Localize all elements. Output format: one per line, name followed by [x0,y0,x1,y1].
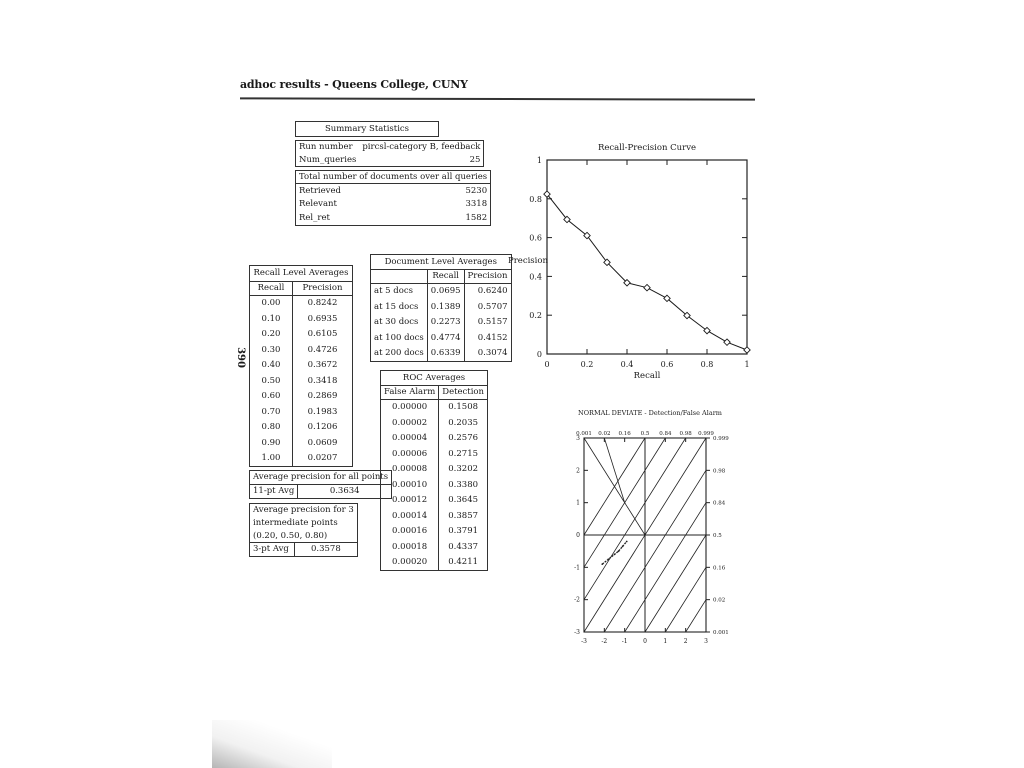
recall-value: 0.50 [261,375,281,386]
rp-plot-frame [547,160,747,354]
detection-value: 0.2576 [439,431,488,447]
page-header-title: adhoc results - Queens College, CUNY [240,78,468,91]
rp-x-tick-label: 0.8 [700,360,714,369]
doc-recall-value: 0.2273 [427,315,464,331]
recall-value: 0.90 [261,437,281,448]
doc-level-row [371,284,512,300]
doc-level-blank-header [371,270,428,284]
precision-value: 0.3418 [293,373,353,389]
nd-top-tick-label: 0.98 [679,431,692,437]
nd-top-tick-label: 0.02 [598,431,611,437]
nd-x-tick-label: 1 [663,638,668,645]
nd-right-tick-label: 0.999 [713,436,729,442]
summary-row-label: Retrieved [299,185,341,196]
recall-level-row [250,311,353,327]
nd-diagonal-line [665,567,706,632]
doc-recall-value: 0.6339 [427,346,464,362]
doc-level-caption: Document Level Averages [384,256,497,267]
doc-level-row [371,346,512,362]
detection-value: 0.4211 [439,555,488,571]
doc-level-row [371,330,512,346]
avg-3pt-caption-1: Average precision for 3 [253,505,354,515]
nd-data-point [626,541,628,543]
nd-y-tick-label: 2 [576,467,580,475]
doc-precision-value: 0.4152 [464,330,511,346]
nd-y-tick-label: -3 [574,629,580,636]
false-alarm-value: 0.00020 [392,556,428,567]
nd-top-tick-label: 0.5 [640,431,650,437]
roc-row [381,446,488,462]
false-alarm-value: 0.00010 [392,479,428,490]
roc-row [381,431,488,447]
roc-row [381,415,488,431]
nd-top-tick-label: 0.84 [659,431,672,437]
summary-statistics [295,121,488,226]
precision-value: 0.1206 [293,420,353,436]
nd-chart-title: NORMAL DEVIATE - Detection/False Alarm [578,409,722,417]
num-queries-label: Num_queries [299,154,357,165]
nd-x-tick-label: -1 [621,638,628,645]
nd-x-tick-label: -2 [601,638,608,645]
nd-x-tick-label: 0 [643,638,647,645]
avg-3pt-label: 3-pt Avg [253,544,289,555]
nd-right-tick-label: 0.16 [713,565,726,572]
false-alarm-value: 0.00012 [392,495,428,505]
rp-x-tick-label: 0 [544,360,550,369]
recall-level-row [250,358,353,374]
recall-col-header: Recall [257,283,285,294]
summary-row [296,198,491,212]
summary-row [296,212,491,226]
recall-value: 0.00 [261,298,281,309]
precision-value: 0.6105 [293,327,353,343]
summary-row-value: 3318 [465,199,488,210]
roc-caption: ROC Averages [402,372,466,383]
nd-data-point [614,554,616,556]
recall-precision-chart [500,152,760,397]
doc-recall-value: 0.0695 [427,284,464,300]
false-alarm-value: 0.00018 [392,541,428,552]
recall-level-averages-table [249,265,353,467]
false-alarm-value: 0.00000 [392,402,428,413]
roc-row [381,477,488,493]
rp-data-point [644,284,650,290]
rp-y-tick-label: 0.2 [529,311,542,321]
rp-chart-title: Recall-Precision Curve [597,143,697,153]
false-alarm-value: 0.00016 [392,526,428,536]
precision-value: 0.0609 [293,435,353,451]
rp-y-tick-label: 0 [536,350,542,359]
average-precision-3pt-table [249,503,358,557]
summary-row-label: Relevant [299,199,337,210]
recall-value: 0.40 [261,360,281,370]
summary-run-table [295,140,484,167]
false-alarm-value: 0.00002 [392,417,428,428]
document-level-averages-table [370,254,512,362]
precision-value: 0.1983 [293,404,353,420]
recall-level-row [250,435,353,451]
doc-precision-col-header: Precision [464,270,511,284]
nd-y-tick-label: 1 [576,499,580,507]
nd-right-tick-label: 0.02 [713,597,726,604]
recall-level-row [250,389,353,405]
nd-top-tick-label: 0.999 [698,431,714,437]
nd-x-tick-label: 2 [683,638,688,645]
recall-level-row [250,420,353,436]
rp-x-axis-label: Recall [633,371,661,381]
doc-cutoff-label: at 100 docs [374,332,424,343]
false-alarm-value: 0.00006 [392,448,428,459]
false-alarm-value: 0.00004 [392,433,428,443]
detection-value: 0.3645 [439,493,488,509]
nd-top-tick-label: 0.16 [618,431,631,437]
detection-col-header: Detection [439,386,488,400]
detection-value: 0.2715 [439,446,488,462]
roc-row [381,508,488,524]
nd-y-tick-label: -1 [574,564,580,572]
recall-value: 0.20 [261,329,281,339]
summary-caption: Summary Statistics [295,121,439,137]
doc-level-row [371,299,512,315]
nd-x-tick-label: 3 [704,638,708,645]
precision-value: 0.8242 [293,296,353,312]
doc-precision-value: 0.3074 [464,346,511,362]
recall-level-row [250,296,353,312]
rp-y-axis-label: Precision [508,256,548,266]
detection-value: 0.3791 [439,524,488,540]
rp-data-point [744,347,750,353]
doc-precision-value: 0.5157 [464,315,511,331]
precision-value: 0.0207 [293,451,353,467]
rp-y-tick-label: 0.6 [529,233,542,243]
summary-docs-table [295,170,491,226]
run-number-label: Run number [299,142,353,152]
doc-recall-value: 0.4774 [427,330,464,346]
detection-value: 0.1508 [439,400,488,416]
nd-y-tick-label: 3 [576,435,580,442]
scan-shadow [212,720,332,768]
precision-col-header: Precision [293,282,353,296]
recall-level-row [250,373,353,389]
recall-value: 0.10 [261,313,281,324]
nd-data-point [622,545,624,547]
avg-3pt-caption-2: intermediate points [253,517,338,528]
roc-row [381,539,488,555]
summary-row [296,184,491,198]
nd-data-point [601,563,603,565]
recall-value: 0.30 [261,344,281,355]
roc-row [381,493,488,509]
doc-cutoff-label: at 30 docs [374,317,419,327]
recall-value: 0.60 [261,391,281,401]
average-precision-all-table [249,470,392,499]
roc-row [381,555,488,571]
doc-recall-col-header: Recall [427,270,464,284]
summary-row-label: Rel_ret [299,213,330,223]
roc-row [381,462,488,478]
summary-row-value: 5230 [465,185,488,196]
roc-averages-table [380,370,488,571]
precision-value: 0.6935 [293,311,353,327]
recall-level-caption: Recall Level Averages [253,268,349,279]
doc-level-row [371,315,512,331]
roc-row [381,400,488,416]
recall-value: 0.80 [261,422,281,432]
recall-value: 1.00 [261,452,281,463]
avg-11pt-label: 11-pt Avg [253,486,295,497]
total-docs-caption: Total number of documents over all queries [299,171,488,182]
page-number: 390 [234,347,246,368]
rp-y-tick-label: 0.8 [529,194,542,204]
recall-level-row [250,327,353,343]
doc-recall-value: 0.1389 [427,299,464,315]
nd-anti-diagonal [604,438,624,503]
roc-row [381,524,488,540]
rp-y-tick-label: 0.4 [529,272,542,282]
recall-level-row [250,451,353,467]
nd-run-curve [602,541,626,564]
run-number-value: pircsl-category B, feedback [362,142,481,152]
precision-value: 0.3672 [293,358,353,374]
doc-cutoff-label: at 200 docs [374,347,424,358]
doc-cutoff-label: at 15 docs [374,301,419,312]
doc-cutoff-label: at 5 docs [374,286,413,297]
precision-value: 0.2869 [293,389,353,405]
nd-y-tick-label: -2 [574,596,580,604]
avg-3pt-caption-3: (0.20, 0.50, 0.80) [253,530,328,541]
detection-value: 0.2035 [439,415,488,431]
detection-value: 0.3857 [439,508,488,524]
nd-right-tick-label: 0.001 [713,630,729,636]
avg-3pt-value: 0.3578 [295,543,358,557]
nd-diagonal-line [686,600,706,632]
recall-value: 0.70 [261,406,281,417]
nd-right-tick-label: 0.98 [713,468,726,475]
detection-value: 0.3380 [439,477,488,493]
detection-value: 0.3202 [439,462,488,478]
detection-value: 0.4337 [439,539,488,555]
rp-x-tick-label: 0.4 [620,360,634,369]
nd-data-point [618,550,620,552]
avg-11pt-value: 0.3634 [298,485,392,499]
precision-value: 0.4726 [293,342,353,358]
nd-right-tick-label: 0.84 [713,500,726,507]
avg-all-caption: Average precision for all points [253,472,389,483]
rp-x-tick-label: 1 [744,360,750,369]
header-rule [240,97,755,100]
rp-series-line [547,194,747,350]
nd-data-point [608,558,610,560]
rp-data-point [724,339,730,345]
false-alarm-col-header: False Alarm [384,387,436,398]
rp-x-tick-label: 0.6 [660,360,674,369]
nd-right-tick-label: 0.5 [713,533,722,539]
doc-precision-value: 0.5707 [464,299,511,315]
nd-y-tick-label: 0 [576,532,580,539]
summary-row-value: 1582 [465,213,488,223]
recall-level-row [250,404,353,420]
normal-deviate-chart [570,422,750,654]
nd-diagonal-line [645,535,706,632]
recall-level-row [250,342,353,358]
num-queries-value: 25 [469,154,481,165]
false-alarm-value: 0.00008 [392,464,428,474]
false-alarm-value: 0.00014 [392,510,428,521]
nd-x-tick-label: -3 [581,638,587,645]
nd-top-tick-label: 0.001 [576,431,592,437]
rp-y-tick-label: 1 [536,156,542,165]
rp-x-tick-label: 0.2 [580,360,594,369]
doc-precision-value: 0.6240 [464,284,511,300]
